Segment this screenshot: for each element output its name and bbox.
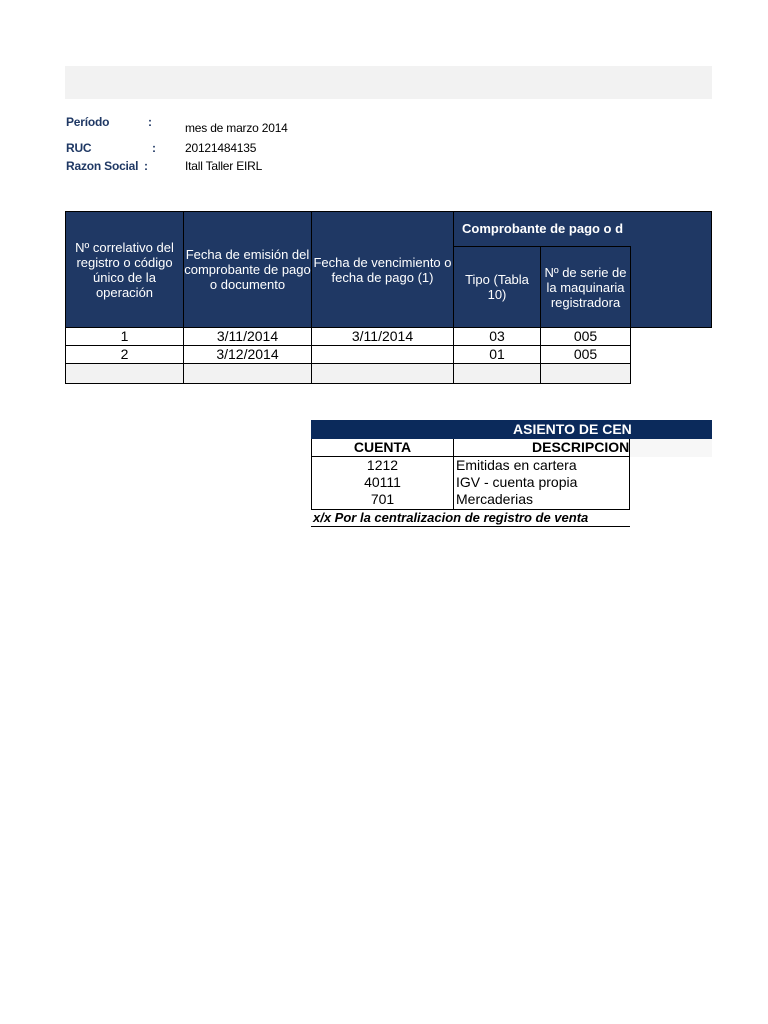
periodo-colon: : — [148, 115, 152, 129]
row1-serie: 005 — [540, 327, 631, 346]
header-serie-text: Nº de serie de la maquinaria registradora — [544, 264, 627, 310]
periodo-value: mes de marzo 2014 — [185, 121, 288, 135]
header-comprobante-group: Comprobante de pago o d — [453, 211, 631, 247]
total-row-cell — [540, 363, 631, 384]
row2-fecha-vencimiento — [311, 345, 454, 364]
header-fecha-emision-text: Fecha de emisión del comprobante de pago o documento — [184, 247, 311, 292]
col-descripcion-header: DESCRIPCION — [453, 439, 630, 457]
header-correlativo — [65, 211, 184, 328]
asiento-row1-descripcion: Emitidas en cartera — [453, 457, 630, 475]
total-row-cell — [311, 363, 454, 384]
ruc-value: 20121484135 — [185, 141, 257, 155]
asiento-row1-cuenta: 1212 — [311, 457, 454, 475]
asiento-row2-descripcion: IGV - cuenta propia — [453, 474, 630, 492]
report-title-bar — [65, 66, 712, 99]
col-cuenta-header: CUENTA — [311, 439, 454, 457]
asiento-gloss: x/x Por la centralizacion de registro de venta — [311, 509, 630, 527]
razon-social-colon: : — [144, 159, 148, 173]
header-fecha-vencimiento — [311, 211, 454, 328]
header-continuation — [630, 211, 712, 328]
total-row-cell — [183, 363, 312, 384]
asiento-header-fill — [630, 439, 712, 457]
total-row-cell — [453, 363, 541, 384]
sales-register-table — [65, 211, 712, 385]
periodo-label: Período — [66, 115, 110, 129]
row2-tipo: 01 — [453, 345, 541, 364]
ruc-colon: : — [152, 141, 156, 155]
total-row-cell — [65, 363, 184, 384]
row2-serie: 005 — [540, 345, 631, 364]
header-fecha-vencimiento-text: Fecha de vencimiento o fecha de pago (1) — [313, 254, 452, 285]
header-tipo — [453, 246, 541, 328]
row1-tipo: 03 — [453, 327, 541, 346]
razon-social-label: Razon Social — [66, 159, 139, 173]
asiento-table — [311, 420, 712, 528]
asiento-title: ASIENTO DE CEN — [311, 420, 712, 439]
ruc-label: RUC — [66, 141, 92, 155]
asiento-row3-cuenta: 701 — [311, 491, 454, 510]
row2-fecha-emision: 3/12/2014 — [183, 345, 312, 364]
header-tipo-text: Tipo (Tabla 10) — [465, 272, 529, 302]
header-correlativo-text: Nº correlativo del registro o código único de la operación — [75, 239, 174, 300]
asiento-row3-descripcion: Mercaderias — [453, 491, 630, 510]
row1-correlativo: 1 — [65, 327, 184, 346]
row2-correlativo: 2 — [65, 345, 184, 364]
razon-social-value: Itall Taller EIRL — [185, 159, 263, 173]
header-serie — [540, 246, 631, 328]
row1-fecha-emision: 3/11/2014 — [183, 327, 312, 346]
row1-fecha-vencimiento: 3/11/2014 — [311, 327, 454, 346]
asiento-row2-cuenta: 40111 — [311, 474, 454, 492]
header-fecha-emision — [183, 211, 312, 328]
